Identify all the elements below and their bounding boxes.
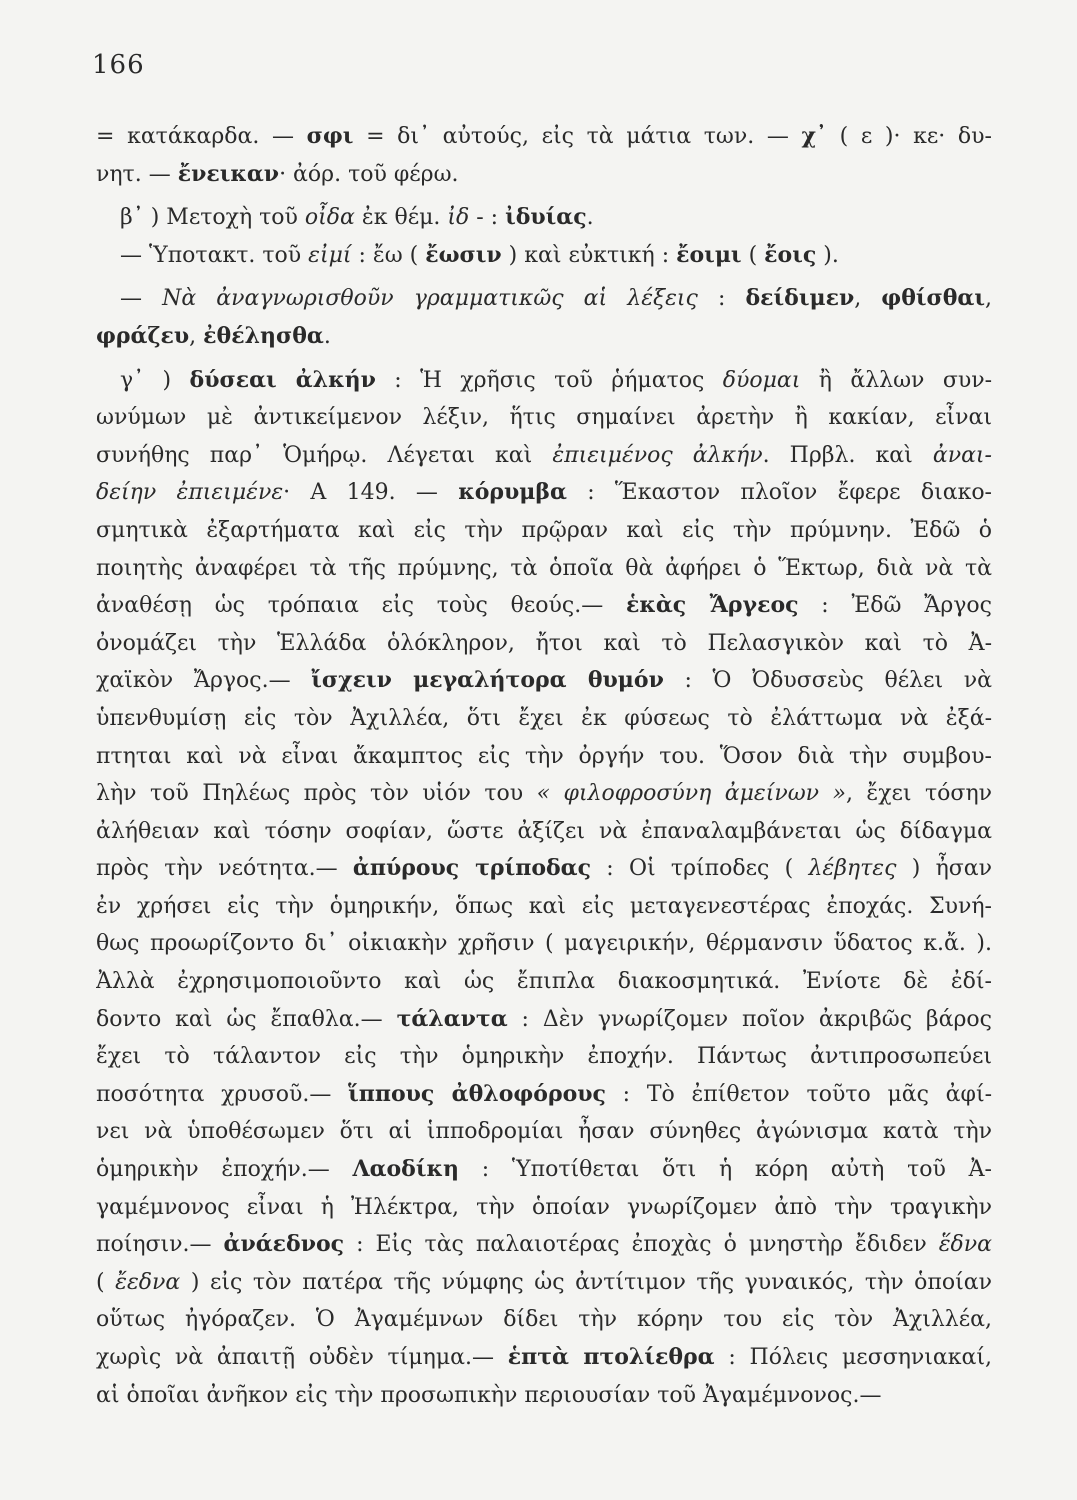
text-segment: ὑπενθυμίσῃ εἰς τὸν Ἀχιλλέα, ὅτι ἔχει ἐκ φύσεως τὸ ἐλάττωμα νὰ ἐξά- <box>96 705 992 731</box>
text-line <box>96 1226 992 1264</box>
text-line <box>96 625 992 663</box>
text-line <box>96 662 992 700</box>
text-line <box>96 775 992 813</box>
text-line <box>96 925 992 963</box>
text-segment: πρὸς τὴν νεότητα.— <box>96 856 353 882</box>
text-segment: ( <box>741 242 765 268</box>
text-line <box>96 237 992 275</box>
text-line <box>96 1301 992 1339</box>
text-segment: , <box>189 323 204 349</box>
text-segment: : Οἱ τρίποδες ( <box>591 856 809 882</box>
text-segment: β᾽ ) Μετοχὴ τοῦ <box>120 205 305 231</box>
text-segment: ποιητὴς ἀναφέρει τὰ τῆς πρύμνης, τὰ ὁποῖα θὰ ἀφήρει ὁ Ἕκτωρ, διὰ νὰ τὰ <box>96 555 992 581</box>
lemma: ἐθέλησθα <box>203 322 324 349</box>
text-line <box>96 280 992 318</box>
text-segment: — <box>120 286 163 312</box>
text-segment: ) εἰς τὸν πατέρα τῆς νύμφης ὡς ἀντίτιμον τῆς γυναικός, τὴν ὁποίαν <box>180 1269 992 1295</box>
text-segment: · Α 149. — <box>283 480 459 506</box>
text-segment: ). <box>816 242 839 268</box>
text-segment: ἐκ θέμ. <box>354 205 448 231</box>
text-segment: δοντο καὶ ὡς ἔπαθλα.— <box>96 1006 397 1032</box>
text-segment: - : <box>469 205 506 231</box>
lemma: τάλαντα <box>396 1005 508 1032</box>
text-line <box>96 399 992 437</box>
text-line <box>96 512 992 550</box>
text-segment: ὀνομάζει τὴν Ἑλλάδα ὁλόκληρον, ἤτοι καὶ τὸ Πελασγικὸν καὶ τὸ Ἀ- <box>96 630 992 656</box>
lemma: ἑκὰς Ἄργεος <box>626 592 799 619</box>
text-line <box>96 1113 992 1151</box>
lemma: ἑπτὰ πτολίεθρα <box>507 1344 715 1370</box>
text-segment: : Δὲν γνωρίζομεν ποῖον ἀκριβῶς βάρος <box>507 1006 992 1032</box>
lemma: ἰδυίας <box>505 204 587 231</box>
text-segment: ( <box>96 1269 116 1295</box>
text-segment: οἶδα <box>304 205 355 231</box>
text-segment: οὕτως ἠγόραζεν. Ὁ Ἀγαμέμνων δίδει τὴν κόρην του εἰς τὸν Ἀχιλλέα, <box>96 1307 992 1333</box>
text-segment: πτηται καὶ νὰ εἶναι ἄκαμπτος εἰς τὴν ὀργήν του. Ὅσον διὰ τὴν συμβου- <box>96 743 992 769</box>
lemma: χ᾽ <box>801 123 828 149</box>
text-segment: = κατάκαρδα. — <box>96 124 307 149</box>
text-segment: : Ἐδῶ Ἄργος <box>798 593 992 619</box>
text-line <box>96 1038 992 1076</box>
text-segment: « φιλοφροσύνη ἀμείνων » <box>536 781 846 807</box>
text-line <box>96 474 992 512</box>
lemma: κόρυμβα <box>458 479 567 506</box>
text-line <box>96 587 992 625</box>
text-segment: , <box>985 286 992 312</box>
text-line <box>96 362 992 400</box>
text-segment: ἀναι- <box>932 442 992 468</box>
lemma: δύσεαι ἀλκήν <box>189 366 376 393</box>
lemma: φράζευ <box>96 322 190 349</box>
text-segment: · ἀόρ. τοῦ φέρω. <box>279 161 459 187</box>
text-segment: θως προωρίζοντο δι᾽ οἰκιακὴν χρῆσιν ( μαγειρικήν, θέρμανσιν ὕδατος κ.ἄ. ). <box>96 931 992 957</box>
text-segment: . <box>323 323 331 349</box>
lemma: ἵππους ἀθλοφόρους <box>348 1080 606 1107</box>
text-segment: σμητικὰ ἐξαρτήματα καὶ εἰς τὴν πρῷραν καὶ εἰς τὴν πρύμνην. Ἐδῶ ὁ <box>96 517 992 543</box>
text-segment: ποσότητα χρυσοῦ.— <box>96 1081 349 1107</box>
text-segment: ( ε )· κε· δυ- <box>827 124 992 149</box>
text-segment: δύομαι <box>722 367 801 393</box>
text-segment: ἐν χρήσει εἰς τὴν ὁμηρικήν, ὅπως καὶ εἰς μεταγενεστέρας ἐποχάς. Συνή- <box>96 893 992 919</box>
text-segment: ἔεδνα <box>115 1269 181 1295</box>
text-segment: ἐπιειμένος ἀλκήν <box>552 442 763 468</box>
text-line <box>96 738 992 776</box>
text-line <box>96 963 992 1001</box>
text-line <box>96 1339 992 1377</box>
text-segment: : Ἕκαστον πλοῖον ἔφερε διακο- <box>566 480 992 506</box>
text-segment: λὴν τοῦ Πηλέως πρὸς τὸν υἱόν του <box>96 781 537 807</box>
text-segment: ) ἦσαν <box>896 856 992 882</box>
text-segment: χαϊκὸν Ἄργος.— <box>96 668 312 694</box>
text-line <box>96 118 992 156</box>
text-segment: , <box>854 286 882 312</box>
lemma: φθίσθαι <box>881 285 985 312</box>
text-segment: : Πόλεις μεσσηνιακαί, <box>714 1345 992 1370</box>
text-segment: χωρὶς νὰ ἀπαιτῇ οὐδὲν τίμημα.— <box>96 1345 508 1370</box>
text-segment: ἔχει τὸ τάλαντον εἰς τὴν ὁμηρικὴν ἐποχήν. Πάντως ἀντιπροσωπεύει <box>96 1044 992 1070</box>
text-segment: — Ὑποτακτ. τοῦ <box>120 242 309 268</box>
text-segment: νει νὰ ὑποθέσωμεν ὅτι αἱ ἱπποδρομίαι ἦσαν σύνηθες ἀγώνισμα κατὰ τὴν <box>96 1119 992 1145</box>
text-line <box>96 850 992 888</box>
text-segment: ὁμηρικὴν ἐποχήν.— <box>96 1157 353 1183</box>
text-line <box>96 1264 992 1302</box>
text-segment: ωνύμων μὲ ἀντικείμενον λέξιν, ἥτις σημαίνει ἀρετὴν ἢ κακίαν, εἶναι <box>96 405 992 431</box>
text-segment: : Ὑποτίθεται ὅτι ἡ κόρη αὐτὴ τοῦ Ἀ- <box>458 1157 992 1183</box>
text-segment: : Ὁ Ὀδυσσεὺς θέλει νὰ <box>663 668 992 694</box>
lemma: Λαοδίκη <box>352 1156 459 1183</box>
text-segment: γ᾽ ) <box>120 367 190 393</box>
text-line <box>96 1189 992 1227</box>
text-line <box>96 888 992 926</box>
text-segment: ἀλήθειαν καὶ τόσην σοφίαν, ὥστε ἀξίζει νὰ ἐπαναλαμβάνεται ὡς δίδαγμα <box>96 818 992 844</box>
text-segment: εἰμί <box>308 242 352 268</box>
text-segment: ποίησιν.— <box>96 1232 224 1258</box>
text-line <box>96 700 992 738</box>
text-line <box>96 813 992 851</box>
text-line <box>96 1001 992 1039</box>
lemma: ἔοιμι <box>676 241 742 268</box>
text-segment: συνήθης παρ᾽ Ὁμήρῳ. Λέγεται καὶ <box>96 442 553 468</box>
text-segment: νητ. — <box>96 161 178 187</box>
lemma: δείδιμεν <box>745 285 855 312</box>
text-segment: . Πρβλ. καὶ <box>762 442 933 468</box>
text-line <box>96 199 992 237</box>
text-segment: : <box>697 286 746 312</box>
page-number: 166 <box>92 50 145 80</box>
text-segment: : Εἰς τὰς παλαιοτέρας ἐποχὰς ὁ μνηστὴρ ἔδιδεν <box>344 1232 939 1258</box>
lemma: ἔωσιν <box>425 241 502 268</box>
text-segment: ) καὶ εὐκτική : <box>501 242 677 268</box>
text-segment: Ἀλλὰ ἐχρησιμοποιοῦντο καὶ ὡς ἔπιπλα διακοσμητικά. Ἐνίοτε δὲ ἐδί- <box>96 969 992 995</box>
text-segment: Νὰ ἀναγνωρισθοῦν γραμματικῶς αἱ λέξεις <box>162 286 698 312</box>
lemma: ἔοις <box>764 241 817 268</box>
text-line <box>96 1076 992 1114</box>
text-segment: δείην ἐπιειμένε <box>96 480 284 506</box>
text-segment: . <box>586 205 594 231</box>
text-segment: γαμέμνονος εἶναι ἡ Ἠλέκτρα, τὴν ὁποίαν γνωρίζομεν ἀπὸ τὴν τραγικὴν <box>96 1194 992 1220</box>
text-line <box>96 1377 992 1415</box>
text-segment: : Ἡ χρῆσις τοῦ ῥήματος <box>375 367 723 393</box>
text-segment: , ἔχει τόσην <box>845 781 992 807</box>
text-segment: αἱ ὁποῖαι ἀνῆκον εἰς τὴν προσωπικὴν περιουσίαν τοῦ Ἀγαμέμνονος.— <box>96 1382 882 1408</box>
lemma: ἀπύρους τρίποδας <box>352 855 591 882</box>
text-segment: = δι᾽ αὐτούς, εἰς τὰ μάτια των. — <box>353 124 802 149</box>
text-segment: ἢ ἄλλων συν- <box>800 367 992 393</box>
text-line <box>96 318 992 356</box>
lemma: ἴσχειν μεγαλήτορα θυμόν <box>311 667 664 694</box>
text-line <box>96 550 992 588</box>
text-segment: ἕδνα <box>938 1232 992 1258</box>
lemma: ἔνεικαν <box>177 160 280 187</box>
commentary-text <box>96 118 992 1414</box>
text-segment: ἀναθέσῃ ὡς τρόπαια εἰς τοὺς θεούς.— <box>96 593 626 619</box>
lemma: ἀνάεδνος <box>223 1231 345 1258</box>
text-segment: : Τὸ ἐπίθετον τοῦτο μᾶς ἀφί- <box>605 1081 992 1107</box>
text-segment: λέβητες <box>808 856 897 882</box>
text-line <box>96 437 992 475</box>
lemma: σφι <box>306 123 354 149</box>
text-line <box>96 156 992 194</box>
text-segment: ἰδ <box>447 205 470 231</box>
text-line <box>96 1151 992 1189</box>
text-segment: : ἔω ( <box>351 242 426 268</box>
